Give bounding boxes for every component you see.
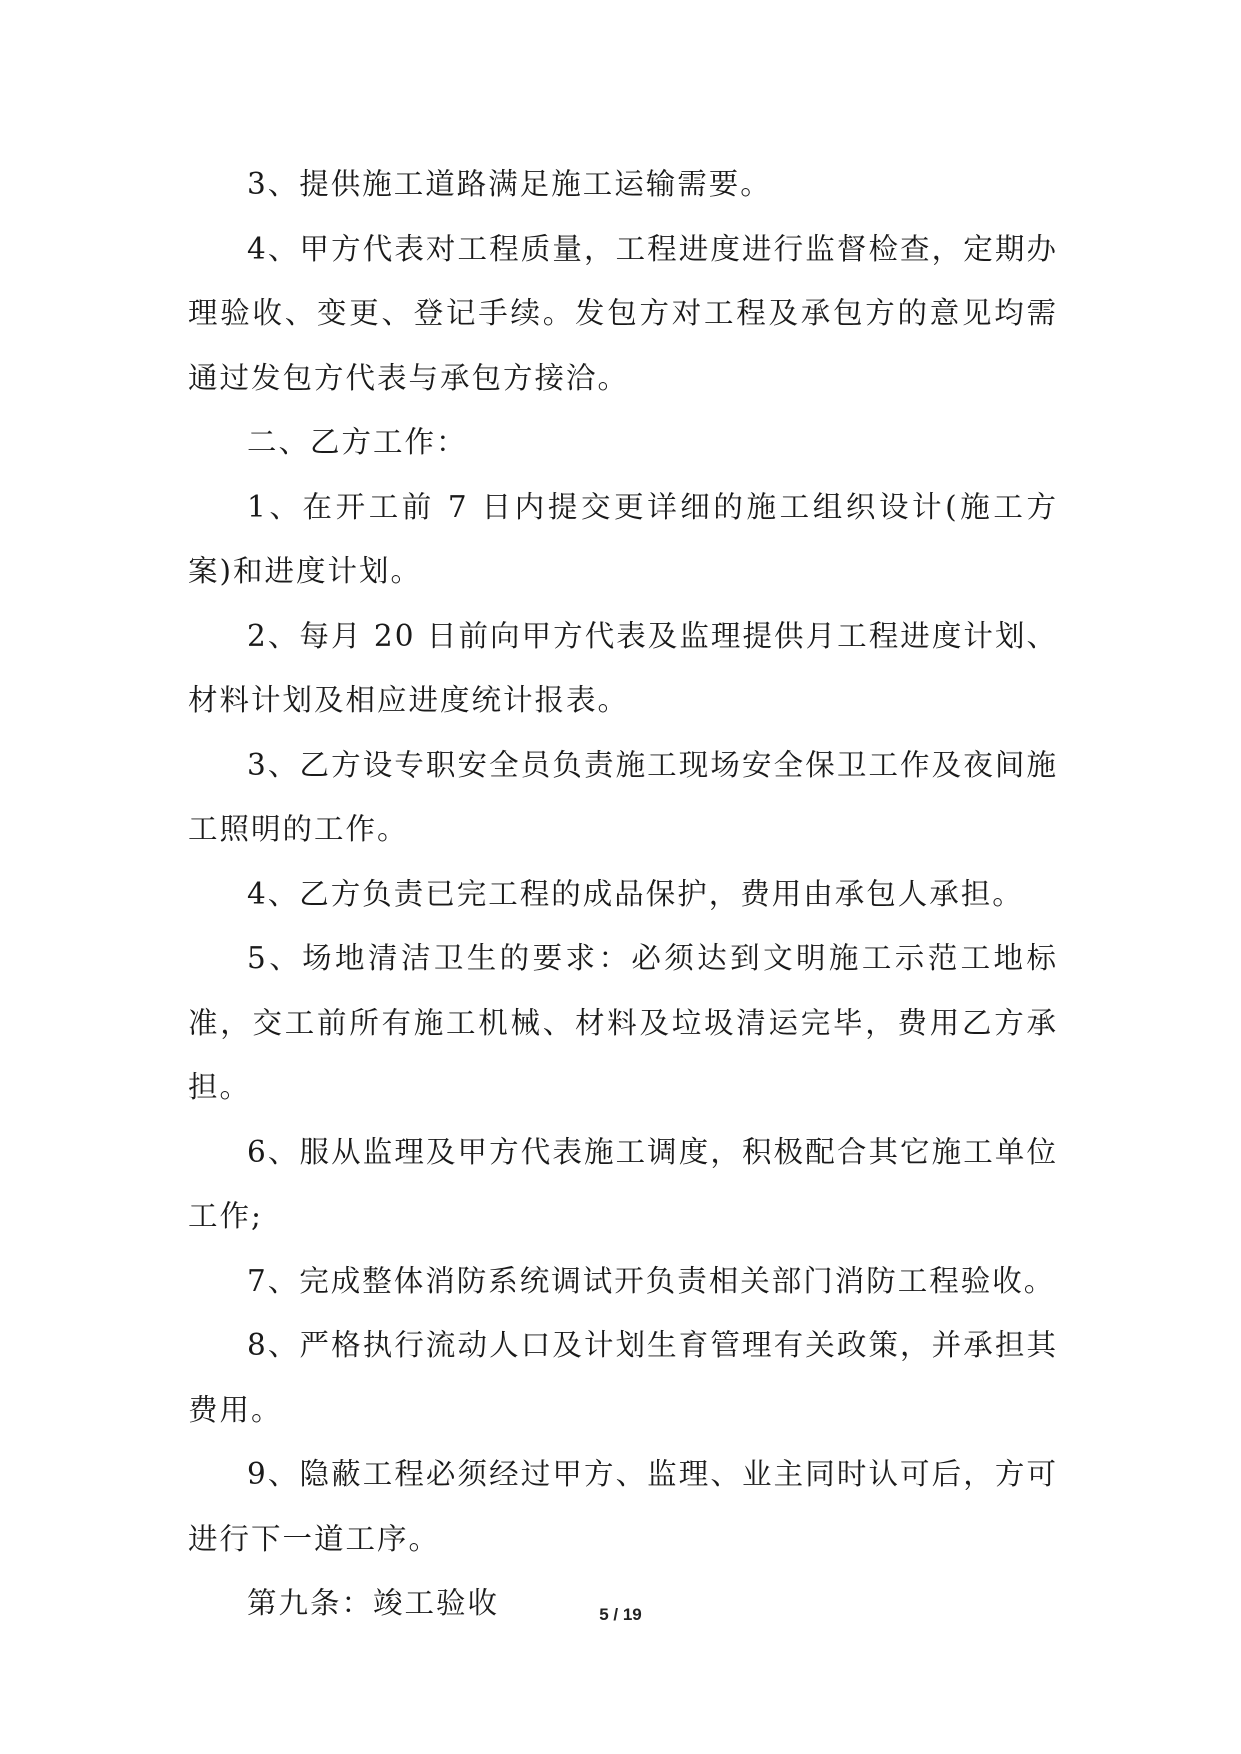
paragraph: 4、乙方负责已完工程的成品保护，费用由承包人承担。 [247, 876, 1024, 911]
paragraph: 3、提供施工道路满足施工运输需要。 [247, 167, 772, 201]
article-heading: 第九条：竣工验收 [247, 1586, 500, 1620]
paragraph: 7、完成整体消防系统调试开负责相关部门消防工程验收。 [247, 1263, 1056, 1298]
paragraph: 3、乙方设专职安全员负责施工现场安全保卫工作及夜间施工照明的工作。 [188, 747, 1058, 846]
paragraph: 9、隐蔽工程必须经过甲方、监理、业主同时认可后，方可进行下一道工序。 [188, 1457, 1058, 1556]
paragraph: 8、严格执行流动人口及计划生育管理有关政策，并承担其费用。 [188, 1328, 1058, 1427]
page-number: 5 / 19 [599, 1605, 642, 1624]
paragraph: 6、服从监理及甲方代表施工调度，积极配合其它施工单位工作; [188, 1134, 1058, 1233]
paragraph: 2、每月 20 日前向甲方代表及监理提供月工程进度计划、材料计划及相应进度统计报表。 [188, 618, 1058, 717]
section-heading: 二、乙方工作： [247, 425, 468, 459]
document-body [188, 152, 1058, 1636]
paragraph: 1、在开工前 7 日内提交更详细的施工组织设计(施工方案)和进度计划。 [188, 489, 1058, 588]
paragraph: 4、甲方代表对工程质量，工程进度进行监督检查，定期办理验收、变更、登记手续。发包方对工程及承包方的意见均需通过发包方代表与承包方接洽。 [188, 231, 1058, 395]
paragraph: 5、场地清洁卫生的要求：必须达到文明施工示范工地标准，交工前所有施工机械、材料及垃圾清运完毕，费用乙方承担。 [188, 941, 1058, 1104]
